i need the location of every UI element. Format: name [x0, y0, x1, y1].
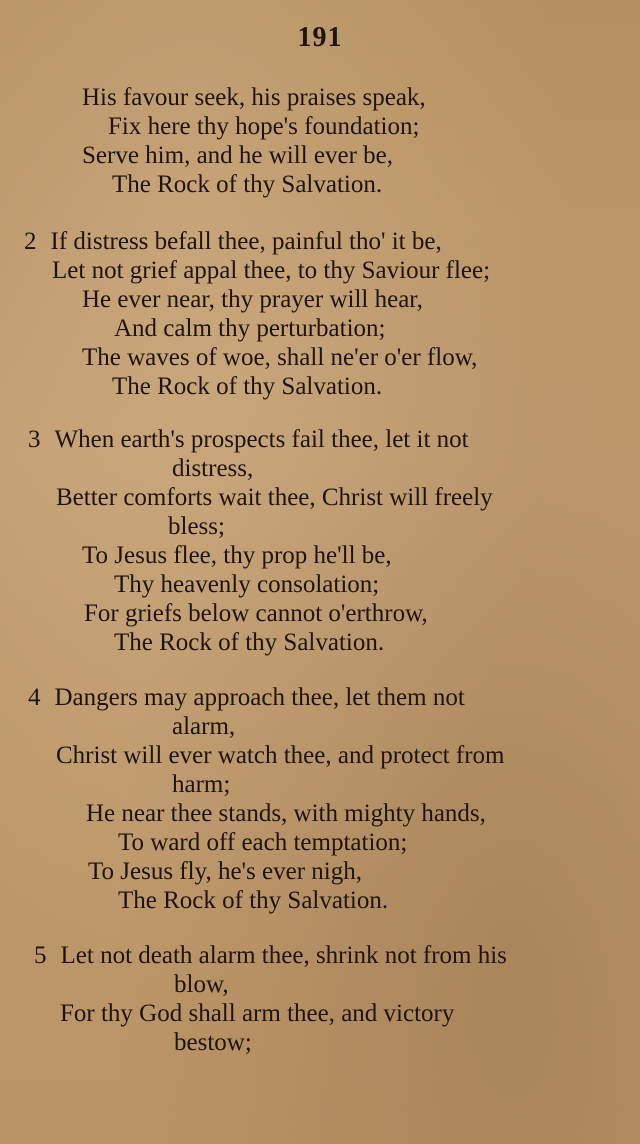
- hymn-line: harm;: [172, 771, 231, 798]
- hymn-line: bestow;: [174, 1029, 252, 1056]
- hymn-line: Let not grief appal thee, to thy Saviour flee;: [52, 257, 491, 284]
- hymn-line: [28, 426, 469, 454]
- hymn-line: distress,: [172, 455, 254, 482]
- hymn-line: The Rock of thy Salvation.: [112, 373, 383, 400]
- hymn-line: For griefs below cannot o'erthrow,: [84, 600, 428, 627]
- hymn-line: The Rock of thy Salvation.: [118, 887, 389, 914]
- page-number: 191: [297, 22, 343, 53]
- hymn-line-text: When earth's prospects fail thee, let it not: [54, 426, 469, 453]
- hymn-line: And calm thy perturbation;: [114, 315, 386, 342]
- hymn-line: He near thee stands, with mighty hands,: [86, 800, 486, 827]
- hymn-line: bless;: [168, 513, 225, 540]
- hymn-line: blow,: [174, 971, 229, 998]
- hymn-line: alarm,: [172, 713, 236, 740]
- hymn-line-text: Let not death alarm thee, shrink not from his: [60, 942, 507, 969]
- hymn-line: Better comforts wait thee, Christ will freely: [56, 484, 493, 511]
- hymn-line: [34, 942, 507, 970]
- hymn-line: [28, 684, 465, 712]
- hymn-line: Thy heavenly consolation;: [114, 571, 380, 598]
- hymn-line: Fix here thy hope's foundation;: [108, 113, 420, 140]
- verse-number: 5: [34, 942, 47, 969]
- hymn-line: To Jesus fly, he's ever nigh,: [88, 858, 362, 885]
- verse-number: 4: [28, 684, 41, 711]
- hymn-line: For thy God shall arm thee, and victory: [60, 1000, 455, 1027]
- hymn-line: To Jesus flee, thy prop he'll be,: [82, 542, 392, 569]
- hymn-line: He ever near, thy prayer will hear,: [82, 286, 423, 313]
- hymn-line: [24, 228, 442, 256]
- hymn-line-text: Dangers may approach thee, let them not: [54, 684, 465, 711]
- hymn-line: The waves of woe, shall ne'er o'er flow,: [82, 344, 478, 371]
- hymn-line-text: If distress befall thee, painful tho' it be,: [50, 228, 442, 255]
- hymn-line: Christ will ever watch thee, and protect from: [56, 742, 505, 769]
- verse-number: 2: [24, 228, 37, 255]
- hymn-line: Serve him, and he will ever be,: [82, 142, 394, 169]
- verse-number: 3: [28, 426, 41, 453]
- hymn-line: His favour seek, his praises speak,: [82, 84, 426, 111]
- hymn-line: To ward off each temptation;: [118, 829, 408, 856]
- hymn-line: The Rock of thy Salvation.: [112, 171, 383, 198]
- hymn-line: The Rock of thy Salvation.: [114, 629, 385, 656]
